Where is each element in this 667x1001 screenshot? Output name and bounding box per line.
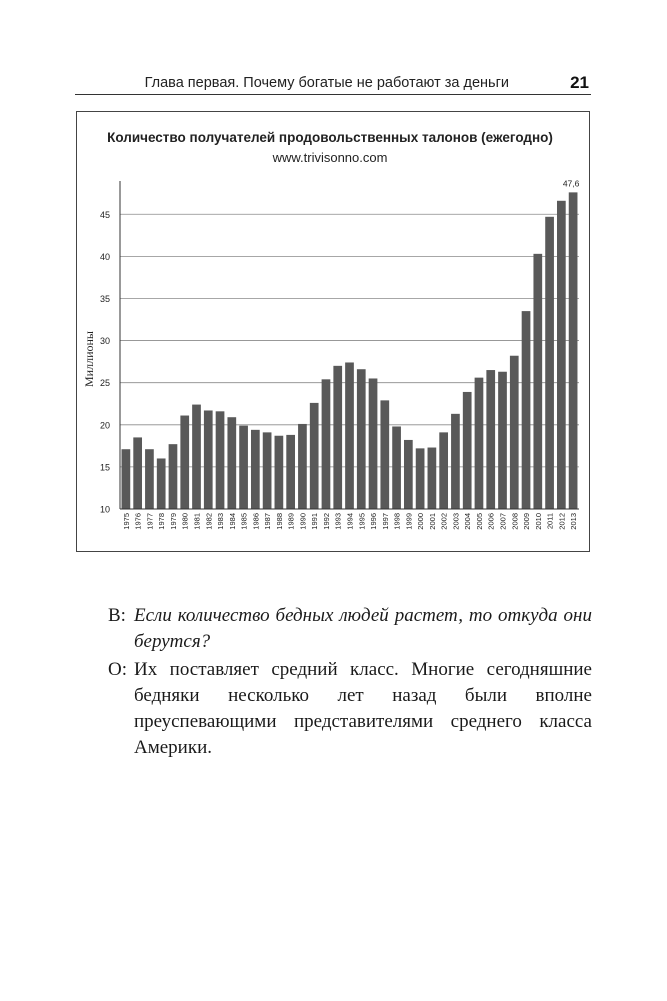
bar-1997 [380,400,389,509]
bar-1979 [169,444,178,509]
bar-1993 [333,366,342,509]
bar-2004 [463,392,472,509]
x-tick-label: 1982 [204,513,214,530]
question-text: Если количество бедных людей растет, то откуда они берутся? [134,605,592,652]
x-tick-label: 1986 [251,513,261,530]
x-tick-label: 1983 [216,513,226,530]
x-tick-label: 1996 [369,513,379,530]
bar-1987 [263,432,272,509]
bar-2000 [416,448,425,509]
x-tick-label: 2013 [569,513,579,530]
y-tick-label: 40 [99,251,110,262]
bar-2013 [569,192,578,509]
chart-subtitle: www.trivisonno.com [272,150,388,165]
x-tick-label: 1990 [298,513,308,530]
bar-1984 [227,417,236,509]
answer-row [108,657,592,761]
running-title: Глава первая. Почему богатые не работают за деньги [144,75,509,91]
bar-1995 [357,369,366,509]
question-label: В: [108,605,126,626]
x-tick-label: 1992 [321,513,331,530]
bar-2008 [510,356,519,509]
y-tick-label: 45 [99,209,110,220]
page-number: 21 [570,73,589,92]
bar-1981 [192,405,201,509]
x-tick-label: 2007 [498,513,508,530]
bar-2002 [439,432,448,509]
bar-2007 [498,372,507,509]
chart-title: Количество получателей продовольственных талонов (ежегодно) [107,130,553,145]
bar-1994 [345,362,354,509]
chart-figure [76,111,590,552]
x-tick-label: 2011 [545,513,555,530]
bar-1990 [298,424,307,509]
x-tick-label: 1978 [157,513,167,530]
bar-1999 [404,440,413,509]
bar-1983 [216,411,225,509]
y-tick-label: 30 [99,336,110,347]
x-tick-label: 1976 [133,513,143,530]
bar-2011 [545,217,554,509]
bar-1991 [310,403,319,509]
x-tick-label: 1995 [357,513,367,530]
x-tick-label: 1977 [145,513,155,530]
x-tick-label: 1998 [392,513,402,530]
bar-2001 [428,448,437,509]
bar-1982 [204,410,213,509]
bar-1988 [275,436,284,509]
bar-2005 [475,378,484,509]
x-tick-label: 1989 [286,513,296,530]
x-tick-label: 1979 [168,513,178,530]
bar-1976 [133,437,142,509]
x-tick-label: 2010 [533,513,543,530]
bar-2006 [486,370,495,509]
x-tick-label: 2009 [522,513,532,530]
question-row [108,603,592,655]
bar-1998 [392,426,401,509]
x-tick-label: 1980 [180,513,190,530]
bar-2010 [533,254,542,509]
y-tick-label: 20 [99,420,110,431]
x-tick-label: 2008 [510,513,520,530]
bar-1996 [369,378,378,509]
x-tick-label: 1994 [345,513,355,530]
y-tick-label: 25 [99,378,110,389]
stamps-chart [77,112,589,551]
x-tick-label: 1988 [274,513,284,530]
bar-2009 [522,311,531,509]
answer-label: О: [108,659,127,680]
x-tick-label: 1987 [263,513,273,530]
bar-1985 [239,426,248,509]
bar-1986 [251,430,260,509]
x-tick-label: 2004 [463,513,473,530]
x-tick-label: 1985 [239,513,249,530]
bar-1978 [157,458,166,509]
bar-1980 [180,416,189,509]
x-tick-label: 1991 [310,513,320,530]
x-tick-label: 2003 [451,513,461,530]
bar-1992 [322,379,331,509]
x-tick-label: 2012 [557,513,567,530]
y-axis-label: Миллионы [82,331,96,387]
data-label: 47,6 [562,178,580,189]
x-tick-label: 2002 [439,513,449,530]
bar-1975 [122,449,131,509]
x-tick-label: 1981 [192,513,202,530]
x-tick-label: 2006 [486,513,496,530]
x-tick-label: 1993 [333,513,343,530]
qa-block [108,603,592,763]
x-tick-label: 1975 [121,513,131,530]
x-tick-label: 1997 [380,513,390,530]
x-tick-label: 2001 [427,513,437,530]
answer-text: Их поставляет средний класс. Многие сегодняшние бедняки несколько лет назад были вполне преуспевающими представителями среднего класса Америки. [134,659,592,758]
chart-bars [122,192,578,509]
x-tick-label: 1999 [404,513,414,530]
x-tick-label: 2005 [474,513,484,530]
y-tick-label: 15 [99,462,110,473]
bar-2012 [557,201,566,509]
bar-2003 [451,414,460,509]
x-tick-label: 2000 [416,513,426,530]
bar-1989 [286,435,295,509]
running-header [75,72,591,95]
x-tick-label: 1984 [227,513,237,530]
bar-1977 [145,449,154,509]
y-tick-label: 10 [99,504,110,515]
y-tick-label: 35 [99,293,110,304]
